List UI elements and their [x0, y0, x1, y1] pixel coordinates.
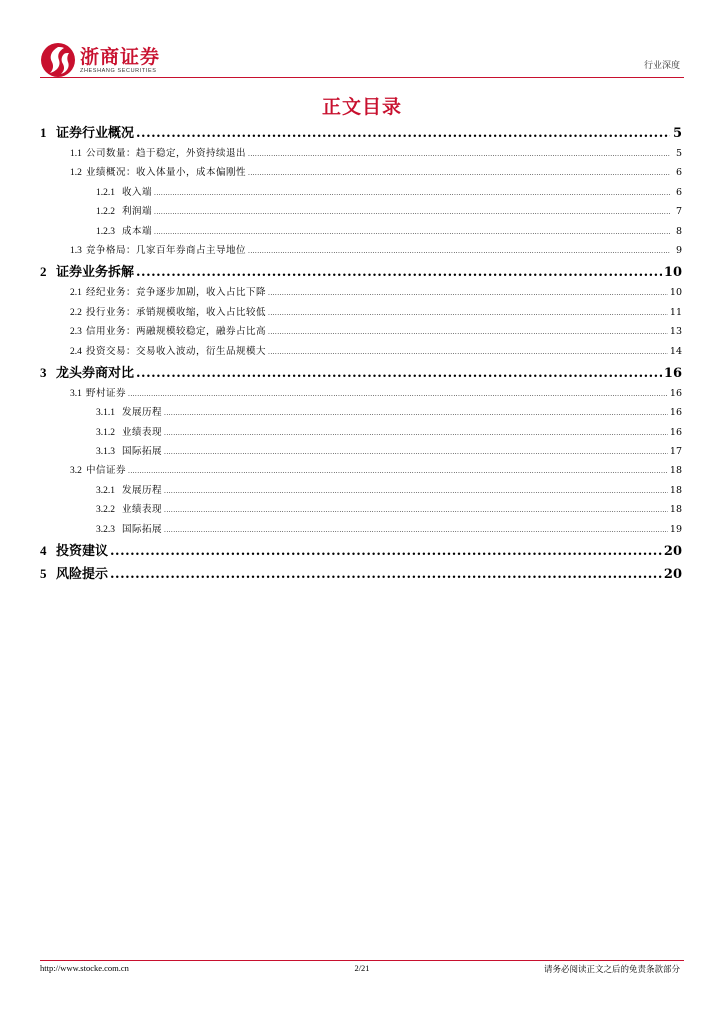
- toc-entry[interactable]: [40, 462, 682, 481]
- toc-leader: [268, 349, 668, 356]
- toc-number: 3.2.1: [96, 485, 115, 496]
- toc-leader: [164, 449, 668, 456]
- toc-page: 18: [669, 504, 682, 516]
- toc-number: 3.2: [70, 466, 82, 477]
- toc-leader: [128, 391, 668, 398]
- toc-page: 8: [675, 225, 682, 237]
- toc-label: 业绩表现: [122, 504, 163, 516]
- toc-entry[interactable]: [40, 521, 682, 540]
- toc-page: 5: [672, 126, 682, 141]
- header-divider: [40, 77, 684, 78]
- footer-divider: [40, 960, 684, 961]
- toc-entry[interactable]: [40, 304, 682, 323]
- toc-number: 3.2.2: [96, 505, 115, 516]
- toc-leader: [136, 366, 662, 381]
- toc-page: 10: [663, 265, 682, 281]
- toc-page: 6: [675, 167, 682, 179]
- toc-number: 2.1: [70, 288, 82, 299]
- toc-page: 10: [669, 287, 682, 299]
- toc-label: 投资建议: [56, 544, 109, 560]
- toc-page: 16: [669, 407, 682, 419]
- toc-label: 国际拓展: [122, 446, 163, 458]
- toc-leader: [128, 468, 668, 475]
- toc-label: 收入端: [122, 186, 153, 198]
- toc-leader: [136, 265, 662, 280]
- toc-leader: [136, 126, 670, 141]
- table-of-contents: [40, 122, 682, 586]
- toc-entry[interactable]: [40, 261, 682, 284]
- toc-label: 野村证券: [86, 387, 127, 399]
- toc-label: 公司数量：趋于稳定，外资持续退出: [86, 148, 247, 159]
- toc-number: 1.2.1: [96, 187, 115, 198]
- toc-entry[interactable]: [40, 242, 682, 261]
- toc-leader: [248, 248, 670, 255]
- toc-page: 7: [675, 206, 682, 218]
- toc-label: 国际拓展: [122, 523, 163, 535]
- toc-entry[interactable]: [40, 482, 682, 501]
- toc-leader: [164, 410, 668, 417]
- toc-entry[interactable]: [40, 223, 682, 242]
- toc-leader: [154, 229, 670, 236]
- toc-leader: [154, 209, 670, 216]
- toc-entry[interactable]: [40, 323, 682, 342]
- toc-label: 利润端: [122, 206, 153, 218]
- toc-leader: [154, 190, 670, 197]
- toc-label: 经纪业务：竞争逐步加剧，收入占比下降: [86, 287, 267, 299]
- toc-number: 2.3: [70, 327, 82, 338]
- toc-number: 1: [40, 125, 47, 140]
- toc-number: 3.1.1: [96, 408, 115, 419]
- toc-label: 发展历程: [122, 484, 163, 496]
- toc-page: 18: [669, 484, 682, 496]
- toc-leader: [248, 170, 670, 177]
- toc-number: 1.2.3: [96, 226, 115, 237]
- toc-entry[interactable]: [40, 404, 682, 423]
- toc-leader: [164, 488, 668, 495]
- toc-number: 1.2.2: [96, 207, 115, 218]
- footer-page-indicator: 2/21: [354, 963, 370, 973]
- toc-number: 1.3: [70, 245, 82, 256]
- toc-label: 中信证券: [86, 465, 127, 477]
- toc-leader: [268, 290, 668, 297]
- brand-name-cn: 浙商证券: [80, 45, 161, 68]
- toc-page: 9: [675, 244, 682, 256]
- toc-entry[interactable]: [40, 540, 682, 563]
- toc-number: 2: [40, 264, 47, 280]
- toc-leader: [164, 527, 668, 534]
- toc-page: 5: [675, 148, 682, 159]
- toc-leader: [268, 329, 668, 336]
- toc-number: 3.1: [70, 388, 82, 399]
- toc-entry[interactable]: [40, 284, 682, 303]
- toc-entry[interactable]: [40, 563, 682, 586]
- footer-website-link[interactable]: http://www.stocke.com.cn: [40, 963, 129, 973]
- toc-page: 20: [663, 567, 682, 583]
- toc-page: 16: [669, 387, 682, 399]
- zheshang-logo-icon: [40, 42, 76, 78]
- toc-entry[interactable]: [40, 424, 682, 443]
- page-header: [40, 42, 684, 82]
- toc-entry[interactable]: [40, 164, 682, 183]
- toc-number: 3.2.3: [96, 524, 115, 535]
- toc-label: 成本端: [122, 225, 153, 237]
- toc-entry[interactable]: [40, 203, 682, 222]
- toc-label: 投行业务：承销规模收缩，收入占比较低: [86, 306, 267, 318]
- toc-label: 投资交易：交易收入波动，衍生品规模大: [86, 345, 267, 357]
- toc-entry[interactable]: [40, 145, 682, 164]
- toc-label: 发展历程: [122, 407, 163, 419]
- toc-label: 龙头券商对比: [56, 365, 135, 381]
- toc-entry[interactable]: [40, 343, 682, 362]
- toc-entry[interactable]: [40, 122, 682, 145]
- report-type-label: 行业深度: [643, 61, 680, 71]
- toc-number: 2.2: [70, 307, 82, 318]
- toc-number: 3.1.3: [96, 447, 115, 458]
- toc-entry[interactable]: [40, 184, 682, 203]
- toc-page: 13: [669, 326, 682, 338]
- toc-number: 1.2: [70, 168, 82, 179]
- toc-label: 业绩表现: [122, 426, 163, 438]
- toc-page: 16: [669, 426, 682, 438]
- toc-page: 6: [675, 186, 682, 198]
- toc-leader: [164, 507, 668, 514]
- toc-page: 19: [669, 523, 682, 535]
- toc-page: 11: [669, 306, 682, 318]
- toc-label: 风险提示: [56, 567, 109, 583]
- toc-page: 17: [669, 446, 682, 458]
- toc-page: 14: [669, 345, 682, 357]
- toc-number: 3: [40, 364, 47, 380]
- toc-leader: [248, 151, 670, 158]
- toc-leader: [268, 310, 668, 317]
- toc-leader: [110, 544, 662, 559]
- toc-number: 5: [40, 566, 47, 582]
- toc-number: 3.1.2: [96, 427, 115, 438]
- toc-label: 证券业务拆解: [56, 265, 135, 281]
- toc-page: 20: [663, 544, 682, 560]
- toc-label: 业绩概况：收入体量小，成本偏刚性: [86, 167, 247, 179]
- toc-leader: [164, 430, 668, 437]
- toc-title: 正文目录: [321, 96, 402, 118]
- toc-label: 竞争格局：几家百年券商占主导地位: [86, 244, 247, 256]
- toc-page: 18: [669, 465, 682, 477]
- brand-name-en: ZHESHANG SECURITIES: [80, 67, 157, 74]
- toc-number: 1.1: [70, 149, 82, 159]
- toc-label: 证券行业概况: [56, 126, 135, 141]
- toc-entry[interactable]: [40, 501, 682, 520]
- brand-logo: [40, 42, 160, 78]
- page-footer: [40, 963, 684, 977]
- toc-page: 16: [663, 365, 682, 381]
- toc-entry[interactable]: [40, 443, 682, 462]
- toc-entry[interactable]: [40, 362, 682, 385]
- toc-label: 信用业务：两融规模较稳定，融券占比高: [86, 326, 267, 338]
- footer-disclaimer: 请务必阅读正文之后的免责条款部分: [543, 965, 680, 975]
- toc-leader: [110, 567, 662, 582]
- toc-number: 2.4: [70, 346, 82, 357]
- toc-number: 4: [40, 543, 47, 559]
- toc-entry[interactable]: [40, 385, 682, 404]
